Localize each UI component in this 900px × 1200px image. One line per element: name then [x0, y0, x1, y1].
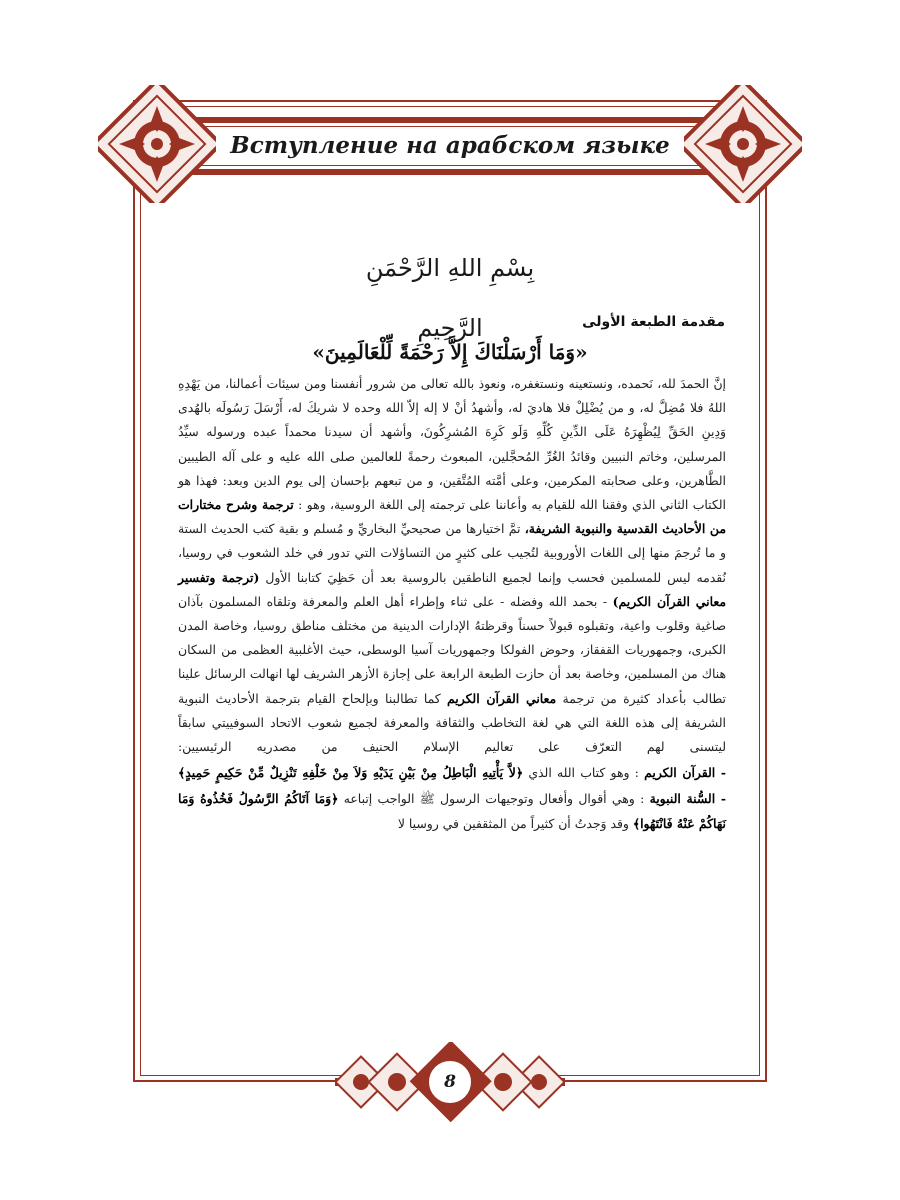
list-item-sunnah: [178, 787, 726, 835]
verse-quote: «وَمَا أَرْسَلْنَاكَ إِلاَّ رَحْمَةً لِّلْعَالَمِينَ»: [312, 340, 588, 364]
list-item-ending: وقد وَجدتُ أن كثيراً من المثقفين في روسيا لا: [397, 815, 629, 831]
book-title-quran: (ترجمة وتفسير معاني القرآن الكريم): [178, 569, 726, 609]
page-number: 8: [444, 1072, 456, 1092]
basmala-calligraphy: بِسْمِ اللهِ الرَّحْمَنِ الرَّحِيمِ: [365, 254, 535, 342]
quran-meanings-title: معاني القرآن الكريم: [447, 690, 557, 706]
body-text-part-3: - بحمد الله وفضله - على ثناء وإطراء أهل العلم والمعرفة وتلقاه المسلمون بآذان صاغية وقلوب واعية، وتقبلوه قبولاً حسناً وقرظتهُ الإدارات الدينية من مختلف مناطق روسيا، وخاصة المدن الكبرى، وجمهوريات القفقاز، وحوض الفولكا وجمهوريات آسيا الوسطى، حيث الأغلبية العظمى من السكان هناك من المسلمين، وخاصة بعد أن حازت الطبعة الرابعة على إجازة الأزهر الشريف لها انهالت الرسائل علينا تطالب بأعداد كثيرة من ترجمة: [178, 593, 726, 706]
list-item-verse: ﴿لاَّ يَأْتِيهِ الْبَاطِلُ مِنْ بَيْنِ يَدَيْهِ وَلاَ مِنْ خَلْفِهِ تَنْزِيلٌ مِّنْ حَكِيمٍ حَمِيدٍ﴾: [178, 765, 524, 781]
body-text-part-2: تمَّ اختيارها من صحيحيِّ البخاريِّ و مُسلم و بقية كتب الحديث الستة و ما تُرجمَ منها إلى اللغات الأوروبية لتُجيب على كثيرٍ من التساؤلات التي تدور في خلد الشعوب في روسيا، نُقدمه ليس للمسلمين فحسب وإنما لجميع الناطقين بالروسية بعد أن حَظِيَ كتابنا الأول: [178, 521, 726, 585]
body-text-part-1: إنَّ الحمدَ لله، نَحمده، ونستعينه ونستغفره، ونعوذ بالله تعالى من شرور أنفسنا ومن سيئات أعمالنا، من يَهْدِهِ اللهُ فلا مُضِلَّ له، و من يُضْلِلْ فلا هاديَ له، وأشهدُ أنْ لا إله إلاّ الله وحده لا شريكَ له، أَرْسَلَ رَسُولَه بالهُدى وَدِينِ الحَقِّ لِيُظْهِرَهُ عَلَى الدِّينِ كُلِّهِ وَلَو كَرِهَ المُشرِكُونَ، وأشهد أن سيدنا محمداً عبده ورسوله سيِّدُ المرسلين، وخاتم النبيين وقائدُ الغُرِّ المُحجَّلين، المبعوث رحمةً للعالمين صلى الله عليه و على آله الطيبين الطَّاهرين، وعلى صحابته المكرمين، وعلى أمَّته المُتَّقين، و من تبعهم بإحسان إلى يوم الدين وبعد: فهذا هو الكتاب الثاني الذي وفقنا الله للقيام به وأعاننا على ترجمته إلى اللغة الروسية، وهو :: [178, 376, 726, 513]
body-paragraph: [178, 372, 726, 759]
book-title-hadith: ترجمة وشرح مختارات من الأحاديث القدسية والنبوية الشريفة،: [178, 497, 726, 537]
list-item-label: - القرآن الكريم: [644, 765, 726, 781]
list-item-text: : وهو كتاب الله الذي: [528, 765, 639, 781]
body-text-part-4: كما تطالبنا وبإلحاح القيام بترجمة الأحاديث النبوية الشريفة إلى هذه اللغة التي هي لغة التخاطب والثقافة والمعرفة لجميع شعوب الاتحاد السوفييتي سابقاً ليتسنى لهم التعرّف على تعاليم الإسلام الحنيف من مصدريه الرئيسيين:: [178, 690, 726, 755]
section-heading: مقدمة الطبعة الأولى: [582, 314, 725, 330]
list-item-verse: ﴿وَمَا آتَاكُمُ الرَّسُولُ فَخُذُوهُ وَمَا نَهَاكُمْ عَنْهُ فَانْتَهُوا﴾: [178, 791, 726, 831]
list-item-quran: [178, 761, 726, 785]
list-item-text: : وهي أقوال وأفعال وتوجيهات الرسول ﷺ الواجب إتباعه: [343, 791, 645, 807]
list-item-label: - السُّنة النبوية: [649, 791, 726, 807]
body-text: [178, 372, 726, 972]
page-title: Вступление на арабском языке: [230, 132, 670, 159]
